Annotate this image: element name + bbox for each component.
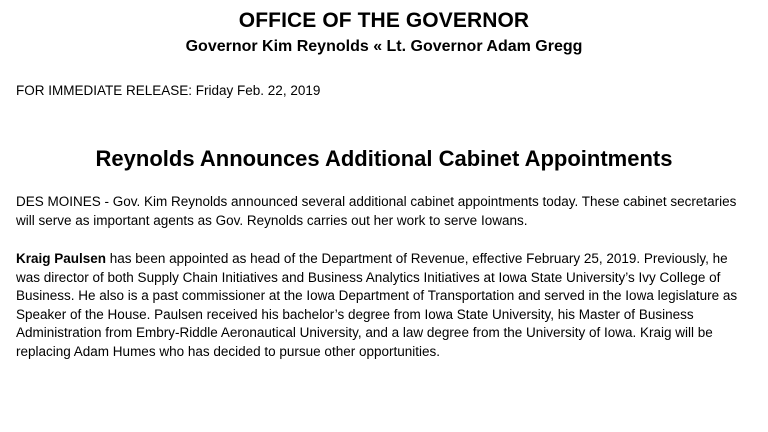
appointment-text: has been appointed as head of the Department of Revenue, effective February 25, 2019. Previously, he was director of both Supply Chain Initiatives and Business Analytics Initiatives at Iowa State University’s Ivy College of Business. He also is a past commissioner at the Iowa Department of Transportation and served in the Iowa legislature as Speaker of the House. Paulsen received his bachelor’s degree from Iowa State University, his Master of Business Administration from Embry-Riddle Aeronautical University, and a law degree from the University of Iowa. Kraig will be replacing Adam Humes who has decided to pursue other opportunities. — [16, 251, 738, 359]
appointee-name: Kraig Paulsen — [16, 251, 107, 266]
paragraph-appointment — [16, 250, 746, 361]
office-subtitle: Governor Kim Reynolds « Lt. Governor Adam Gregg — [185, 38, 583, 55]
release-date-line: FOR IMMEDIATE RELEASE: Friday Feb. 22, 2019 — [16, 83, 321, 98]
press-release-headline: Reynolds Announces Additional Cabinet Appointments — [95, 146, 673, 171]
office-title: OFFICE OF THE GOVERNOR — [238, 9, 530, 32]
paragraph-intro: DES MOINES - Gov. Kim Reynolds announced several additional cabinet appointments today. These cabinet secretaries will serve as important agents as Gov. Reynolds carries out her work to serve Iowans. — [16, 194, 737, 228]
